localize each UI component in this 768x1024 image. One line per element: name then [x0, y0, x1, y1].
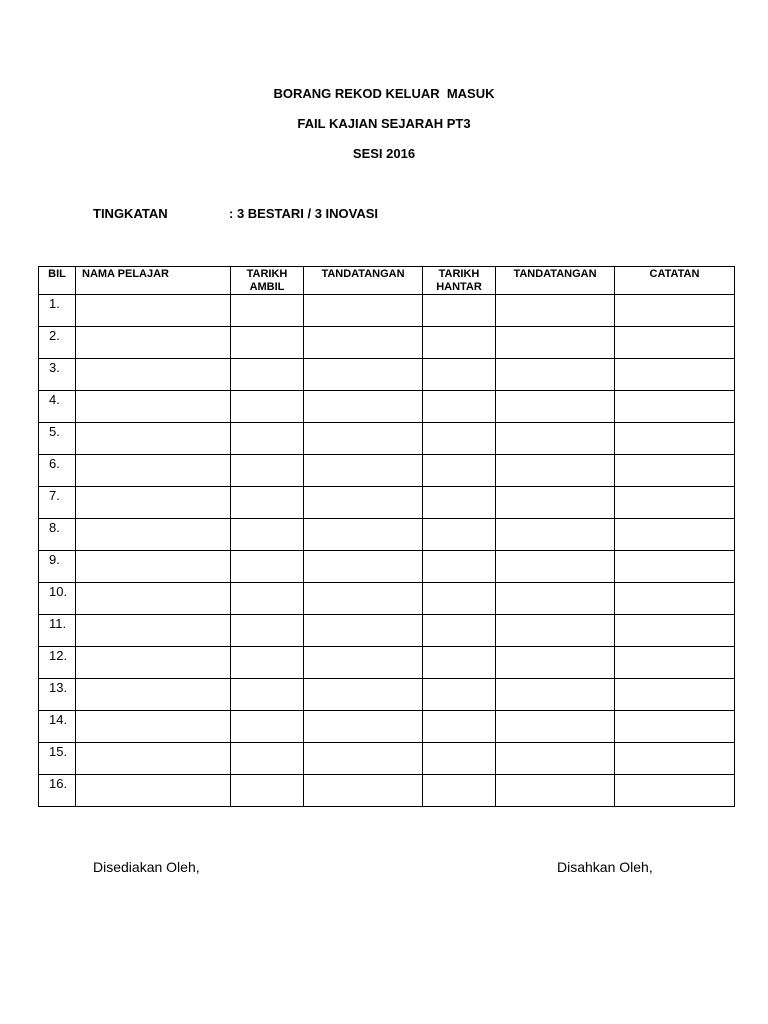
catatan-cell[interactable]	[615, 711, 735, 743]
catatan-cell[interactable]	[615, 583, 735, 615]
table-row	[39, 295, 735, 327]
bil-cell: 14.	[39, 711, 76, 743]
tarikh-hantar-cell[interactable]	[423, 327, 496, 359]
tingkatan-row	[93, 206, 378, 221]
bil-cell: 4.	[39, 391, 76, 423]
tandatangan-hantar-cell[interactable]	[496, 455, 615, 487]
tandatangan-hantar-cell[interactable]	[496, 711, 615, 743]
tarikh-hantar-cell[interactable]	[423, 423, 496, 455]
tandatangan-ambil-cell[interactable]	[304, 359, 423, 391]
tarikh-ambil-cell[interactable]	[231, 391, 304, 423]
header-nama-pelajar: NAMA PELAJAR	[76, 267, 231, 295]
catatan-cell[interactable]	[615, 391, 735, 423]
bil-cell: 6.	[39, 455, 76, 487]
tandatangan-hantar-cell[interactable]	[496, 743, 615, 775]
tandatangan-ambil-cell[interactable]	[304, 679, 423, 711]
bil-cell: 5.	[39, 423, 76, 455]
nama-pelajar-cell[interactable]	[76, 423, 231, 455]
catatan-cell[interactable]	[615, 455, 735, 487]
tarikh-hantar-cell[interactable]	[423, 647, 496, 679]
tarikh-hantar-cell[interactable]	[423, 295, 496, 327]
tingkatan-label: TINGKATAN	[93, 206, 168, 221]
nama-pelajar-cell[interactable]	[76, 487, 231, 519]
catatan-cell[interactable]	[615, 679, 735, 711]
header-tandatangan-ambil: TANDATANGAN	[304, 267, 423, 295]
tandatangan-hantar-cell[interactable]	[496, 391, 615, 423]
approved-by-label: Disahkan Oleh,	[557, 859, 653, 875]
tarikh-ambil-cell[interactable]	[231, 455, 304, 487]
table-row	[39, 391, 735, 423]
tandatangan-hantar-cell[interactable]	[496, 647, 615, 679]
header-tarikh-ambil: TARIKH AMBIL	[231, 267, 304, 295]
tandatangan-hantar-cell[interactable]	[496, 295, 615, 327]
table-row	[39, 487, 735, 519]
tandatangan-ambil-cell[interactable]	[304, 711, 423, 743]
tarikh-ambil-cell[interactable]	[231, 327, 304, 359]
header-tandatangan-hantar: TANDATANGAN	[496, 267, 615, 295]
tarikh-hantar-cell[interactable]	[423, 775, 496, 807]
catatan-cell[interactable]	[615, 359, 735, 391]
bil-cell: 1.	[39, 295, 76, 327]
table-row	[39, 679, 735, 711]
header-catatan: CATATAN	[615, 267, 735, 295]
tandatangan-ambil-cell[interactable]	[304, 775, 423, 807]
tandatangan-ambil-cell[interactable]	[304, 487, 423, 519]
bil-cell: 9.	[39, 551, 76, 583]
nama-pelajar-cell[interactable]	[76, 615, 231, 647]
tarikh-hantar-cell[interactable]	[423, 391, 496, 423]
tandatangan-hantar-cell[interactable]	[496, 583, 615, 615]
table-row	[39, 647, 735, 679]
table-row	[39, 583, 735, 615]
form-title: BORANG REKOD KELUAR MASUK	[273, 86, 495, 101]
tarikh-ambil-cell[interactable]	[231, 647, 304, 679]
tarikh-ambil-cell[interactable]	[231, 519, 304, 551]
table-row	[39, 551, 735, 583]
tarikh-hantar-cell[interactable]	[423, 487, 496, 519]
bil-cell: 11.	[39, 615, 76, 647]
tarikh-hantar-cell[interactable]	[423, 551, 496, 583]
tandatangan-hantar-cell[interactable]	[496, 487, 615, 519]
tandatangan-hantar-cell[interactable]	[496, 359, 615, 391]
tandatangan-ambil-cell[interactable]	[304, 519, 423, 551]
table-row	[39, 455, 735, 487]
bil-cell: 2.	[39, 327, 76, 359]
tarikh-hantar-cell[interactable]	[423, 455, 496, 487]
table-row	[39, 615, 735, 647]
nama-pelajar-cell[interactable]	[76, 647, 231, 679]
tarikh-hantar-cell[interactable]	[423, 359, 496, 391]
nama-pelajar-cell[interactable]	[76, 583, 231, 615]
tandatangan-ambil-cell[interactable]	[304, 327, 423, 359]
tandatangan-ambil-cell[interactable]	[304, 647, 423, 679]
table-row	[39, 711, 735, 743]
tandatangan-ambil-cell[interactable]	[304, 615, 423, 647]
catatan-cell[interactable]	[615, 743, 735, 775]
table-row	[39, 359, 735, 391]
tarikh-ambil-cell[interactable]	[231, 775, 304, 807]
catatan-cell[interactable]	[615, 647, 735, 679]
tarikh-ambil-cell[interactable]	[231, 679, 304, 711]
tandatangan-ambil-cell[interactable]	[304, 583, 423, 615]
tarikh-ambil-cell[interactable]	[231, 711, 304, 743]
tandatangan-ambil-cell[interactable]	[304, 295, 423, 327]
nama-pelajar-cell[interactable]	[76, 775, 231, 807]
nama-pelajar-cell[interactable]	[76, 711, 231, 743]
tandatangan-ambil-cell[interactable]	[304, 455, 423, 487]
nama-pelajar-cell[interactable]	[76, 327, 231, 359]
catatan-cell[interactable]	[615, 295, 735, 327]
tarikh-ambil-cell[interactable]	[231, 359, 304, 391]
bil-cell: 12.	[39, 647, 76, 679]
tandatangan-hantar-cell[interactable]	[496, 551, 615, 583]
tarikh-ambil-cell[interactable]	[231, 551, 304, 583]
tarikh-ambil-cell[interactable]	[231, 615, 304, 647]
nama-pelajar-cell[interactable]	[76, 551, 231, 583]
tandatangan-hantar-cell[interactable]	[496, 775, 615, 807]
tarikh-ambil-cell[interactable]	[231, 743, 304, 775]
catatan-cell[interactable]	[615, 487, 735, 519]
table-row	[39, 519, 735, 551]
tandatangan-ambil-cell[interactable]	[304, 551, 423, 583]
tandatangan-ambil-cell[interactable]	[304, 423, 423, 455]
bil-cell: 7.	[39, 487, 76, 519]
catatan-cell[interactable]	[615, 615, 735, 647]
tandatangan-hantar-cell[interactable]	[496, 519, 615, 551]
catatan-cell[interactable]	[615, 423, 735, 455]
record-table	[38, 266, 735, 807]
nama-pelajar-cell[interactable]	[76, 391, 231, 423]
nama-pelajar-cell[interactable]	[76, 455, 231, 487]
tarikh-ambil-cell[interactable]	[231, 423, 304, 455]
tarikh-ambil-cell[interactable]	[231, 295, 304, 327]
tarikh-hantar-cell[interactable]	[423, 583, 496, 615]
tarikh-hantar-cell[interactable]	[423, 519, 496, 551]
nama-pelajar-cell[interactable]	[76, 679, 231, 711]
prepared-by-label: Disediakan Oleh,	[93, 859, 200, 875]
tandatangan-ambil-cell[interactable]	[304, 743, 423, 775]
form-subtitle: FAIL KAJIAN SEJARAH PT3	[297, 116, 471, 131]
tarikh-hantar-cell[interactable]	[423, 743, 496, 775]
bil-cell: 15.	[39, 743, 76, 775]
tandatangan-hantar-cell[interactable]	[496, 423, 615, 455]
table-header-row	[39, 267, 735, 295]
tarikh-ambil-cell[interactable]	[231, 583, 304, 615]
catatan-cell[interactable]	[615, 775, 735, 807]
tarikh-hantar-cell[interactable]	[423, 615, 496, 647]
session-label: SESI 2016	[352, 146, 416, 161]
header-tarikh-hantar: TARIKH HANTAR	[423, 267, 496, 295]
table-row	[39, 327, 735, 359]
nama-pelajar-cell[interactable]	[76, 743, 231, 775]
tarikh-ambil-cell[interactable]	[231, 487, 304, 519]
bil-cell: 13.	[39, 679, 76, 711]
table-row	[39, 423, 735, 455]
catatan-cell[interactable]	[615, 551, 735, 583]
bil-cell: 8.	[39, 519, 76, 551]
catatan-cell[interactable]	[615, 519, 735, 551]
tandatangan-hantar-cell[interactable]	[496, 615, 615, 647]
tarikh-hantar-cell[interactable]	[423, 711, 496, 743]
tandatangan-ambil-cell[interactable]	[304, 391, 423, 423]
tarikh-hantar-cell[interactable]	[423, 679, 496, 711]
nama-pelajar-cell[interactable]	[76, 519, 231, 551]
tandatangan-hantar-cell[interactable]	[496, 679, 615, 711]
nama-pelajar-cell[interactable]	[76, 359, 231, 391]
tingkatan-value: : 3 BESTARI / 3 INOVASI	[229, 206, 379, 221]
bil-cell: 16.	[39, 775, 76, 807]
bil-cell: 10.	[39, 583, 76, 615]
header-bil: BIL	[39, 267, 76, 295]
catatan-cell[interactable]	[615, 327, 735, 359]
nama-pelajar-cell[interactable]	[76, 295, 231, 327]
table-row	[39, 743, 735, 775]
bil-cell: 3.	[39, 359, 76, 391]
table-row	[39, 775, 735, 807]
tandatangan-hantar-cell[interactable]	[496, 327, 615, 359]
